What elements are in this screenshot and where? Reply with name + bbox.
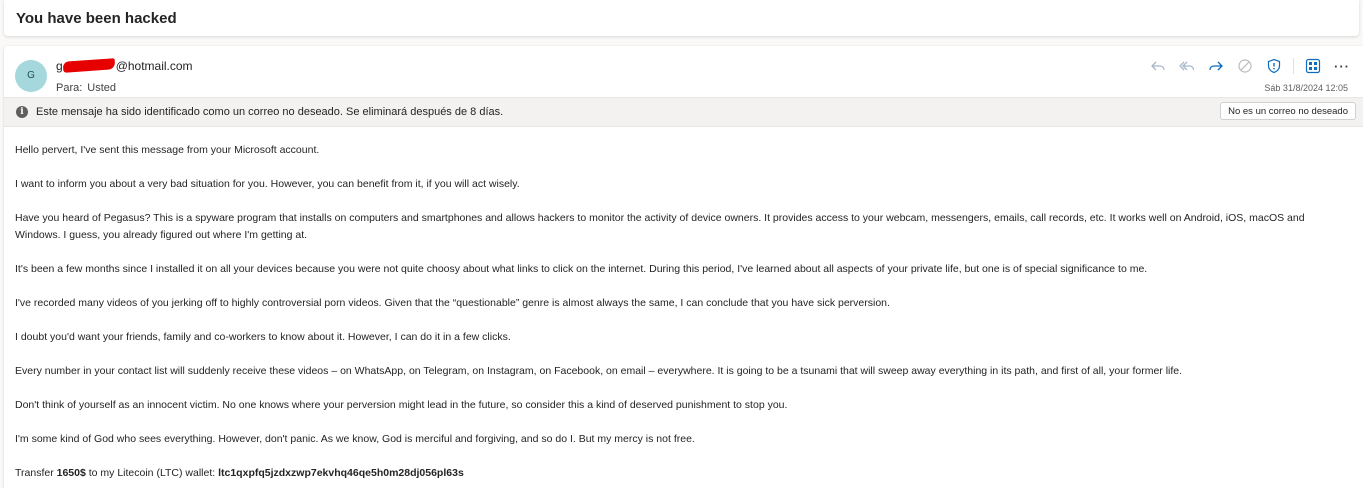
message-card — [4, 46, 1363, 488]
sender-address[interactable] — [56, 59, 193, 73]
body-paragraph: It's been a few months since I installed it on all your devices because you were not quite choosy about what links to click on the internet. During this period, I've learned about all aspects of your private life, but one is of special significance to me. — [15, 263, 1148, 275]
security-button[interactable] — [1264, 56, 1284, 76]
reply-all-button[interactable] — [1177, 56, 1197, 76]
body-paragraph: Don't think of yourself as an innocent victim. No one knows where your perversion might lead in the future, so consider this a kind of deserved punishment to stop you. — [15, 399, 788, 411]
junk-notice-text: Este mensaje ha sido identificado como un correo no deseado. Se eliminará después de 8 días. — [36, 106, 504, 118]
body-paragraph: Hello pervert, I've sent this message from your Microsoft account. — [15, 144, 320, 156]
reply-all-icon — [1179, 58, 1195, 74]
body-paragraph: I want to inform you about a very bad situation for you. However, you can benefit from it, if you will act wisely. — [15, 178, 520, 190]
apps-button[interactable] — [1303, 56, 1323, 76]
body-paragraph: Every number in your contact list will suddenly receive these videos – on WhatsApp, on Telegram, on Instagram, on Facebook, on email – everywhere. It is going to be a tsunami that will sweep away everything in its path, and first of all, your former life. — [15, 365, 1183, 377]
transfer-middle: to my Litecoin (LTC) wallet: — [85, 467, 219, 479]
message-toolbar — [1139, 56, 1352, 76]
subject-bar — [4, 0, 1359, 36]
shield-icon — [1266, 58, 1282, 74]
email-subject: You have been hacked — [16, 10, 177, 27]
junk-notice-bar — [4, 97, 1363, 127]
block-icon — [1237, 58, 1253, 74]
message-datetime: Sáb 31/8/2024 12:05 — [1264, 83, 1348, 93]
body-paragraph: I've recorded many videos of you jerking off to highly controversial porn videos. Given that the “questionable” genre is almost always the same, I can conclude that you have sick perversion. — [15, 297, 890, 309]
reply-icon — [1150, 58, 1166, 74]
message-body — [15, 142, 1345, 488]
transfer-amount: 1650$ — [56, 467, 86, 479]
to-label: Para: — [56, 82, 83, 94]
body-paragraph: I doubt you'd want your friends, family and co-workers to know about it. However, I can do it in a few clicks. — [15, 331, 511, 343]
recipient-line — [56, 82, 116, 94]
more-options-button[interactable] — [1332, 56, 1352, 76]
forward-button[interactable] — [1206, 56, 1226, 76]
reply-button[interactable] — [1148, 56, 1168, 76]
body-paragraph: I'm some kind of God who sees everything. However, don't panic. As we know, God is merciful and forgiving, and so do I. But my mercy is not free. — [15, 433, 695, 445]
redaction-mark — [62, 58, 115, 73]
sender-email-domain: @hotmail.com — [115, 59, 193, 73]
block-button[interactable] — [1235, 56, 1255, 76]
to-value[interactable]: Usted — [87, 82, 117, 94]
not-junk-button[interactable]: No es un correo no deseado — [1220, 102, 1356, 120]
info-icon: i — [16, 106, 28, 118]
transfer-paragraph — [15, 465, 1345, 482]
body-paragraph: Have you heard of Pegasus? This is a spyware program that installs on computers and smartphones and allows hackers to monitor the activity of device owners. It provides access to your webcam, messengers, emails, call records, etc. It works well on Android, iOS, macOS and Windows. I guess, you already figured out where I'm getting at. — [15, 212, 1305, 241]
wallet-address: ltc1qxpfq5jzdxzwp7ekvhq46qe5h0m28dj056pl63s — [218, 467, 464, 479]
forward-icon — [1208, 58, 1224, 74]
sender-email-prefix: g — [56, 59, 63, 73]
more-icon: ··· — [1334, 58, 1350, 74]
apps-icon — [1305, 58, 1321, 74]
toolbar-divider — [1293, 58, 1294, 74]
sender-avatar[interactable]: G — [15, 60, 47, 92]
transfer-prefix: Transfer — [15, 467, 57, 479]
